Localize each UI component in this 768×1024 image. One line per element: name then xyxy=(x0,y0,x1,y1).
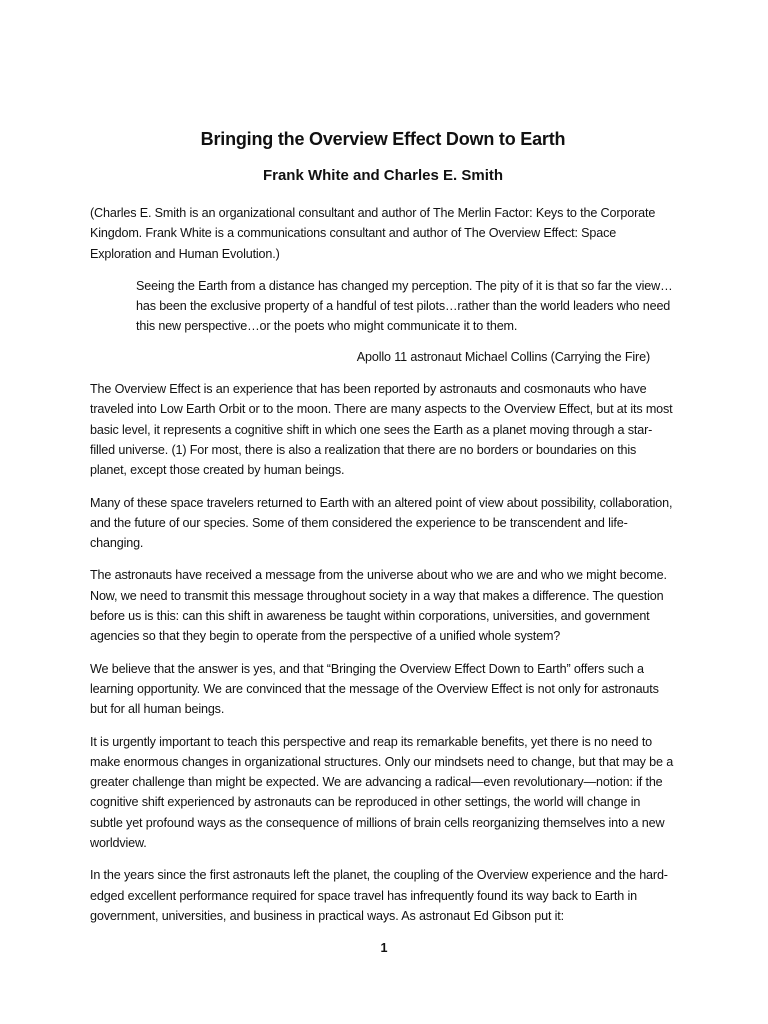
quote-attribution: Apollo 11 astronaut Michael Collins (Carrying the Fire) xyxy=(356,349,650,364)
body-paragraph-4: We believe that the answer is yes, and that “Bringing the Overview Effect Down to Earth” offers such a learning opportunity. We are convinced that the message of the Overview Effect is not only for astronauts but for all human beings. xyxy=(90,661,659,717)
body-paragraph-1: The Overview Effect is an experience that has been reported by astronauts and cosmonauts who have traveled into Low Earth Orbit or to the moon. There are many aspects to the Overview Effect, but at its most basic level, it represents a cognitive shift in which one sees the Earth as a planet moving through a star-filled universe. (1) For most, there is also a realization that there are no borders or boundaries on this planet, except those created by human beings. xyxy=(90,382,673,478)
body-paragraph-5: It is urgently important to teach this perspective and reap its remarkable benefits, yet there is no need to make enormous changes in organizational structures. Only our mindsets need to change, but that may be a greater challenge than might be expected. We are advancing a radical—even revolutionary—notion: if the cognitive shift experienced by astronauts can be reproduced in other settings, the world will change in subtle yet profound ways as the consequence of millions of brain cells reorganizing themselves into a new worldview. xyxy=(90,734,674,851)
body-paragraph-3: The astronauts have received a message from the universe about who we are and who we might become. Now, we need to transmit this message throughout society in a way that makes a difference. The question before us is this: can this shift in awareness be taught within corporations, universities, and government agencies so that they begin to operate from the perspective of a unified whole system? xyxy=(90,568,667,644)
document-authors: Frank White and Charles E. Smith xyxy=(262,167,504,184)
body-paragraph-6: In the years since the first astronauts left the planet, the coupling of the Overview experience and the hard-edged excellent performance required for space travel has infrequently found its way back to Earth in government, universities, and business in practical ways. As astronaut Ed Gibson put it: xyxy=(90,868,668,923)
page-number: 1 xyxy=(380,941,388,955)
body-paragraph-2: Many of these space travelers returned to Earth with an altered point of view about possibility, collaboration, and the future of our species. Some of them considered the experience to be transcendent and life-changing. xyxy=(90,495,673,551)
author-bio-paragraph: (Charles E. Smith is an organizational consultant and author of The Merlin Factor: Keys to the Corporate Kingdom. Frank White is a communications consultant and author of The Overview Effect: Space Exploration and Human Evolution.) xyxy=(90,206,656,261)
document-title: Bringing the Overview Effect Down to Earth xyxy=(200,129,566,149)
epigraph-quote: Seeing the Earth from a distance has changed my perception. The pity of it is that so far the view…has been the exclusive property of a handful of test pilots…rather than the world leaders who need this new perspective…or the poets who might communicate it to them. xyxy=(136,278,673,334)
